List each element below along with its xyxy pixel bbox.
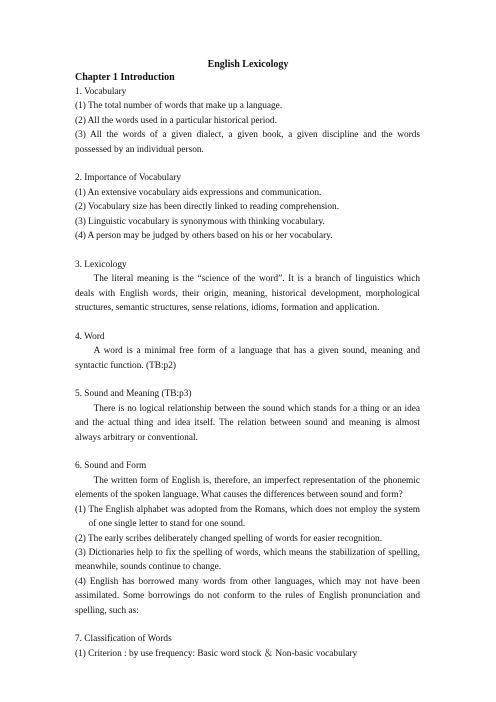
section-heading: 1. Vocabulary <box>75 87 127 97</box>
list-item: (1) The total number of words that make up a language. <box>75 101 283 112</box>
section-heading: 3. Lexicology <box>75 259 127 270</box>
section-sound-and-form <box>75 459 420 617</box>
section-lexicology <box>75 258 420 316</box>
section-classification-of-words <box>75 632 420 661</box>
list-item: (2) Vocabulary size has been directly linked to reading comprehension. <box>75 202 340 213</box>
document-title: English Lexicology <box>207 59 289 70</box>
section-vocabulary <box>75 85 420 157</box>
section-paragraph: A word is a minimal free form of a language that has a given sound, meaning and syntactic function. (TB:p2) <box>75 346 420 371</box>
section-paragraph: There is no logical relationship between the sound which stands for a thing or an idea and the actual thing and idea itself. The relation between sound and meaning is almost always arbitrary or conventional. <box>75 403 420 443</box>
section-importance-of-vocabulary <box>75 171 420 243</box>
section-sound-and-meaning <box>75 387 420 445</box>
list-item: (1) Criterion : by use frequency: Basic word stock ＆ Non-basic vocabulary <box>75 648 358 659</box>
chapter-heading: Chapter 1 Introduction <box>75 72 175 83</box>
document-body <box>75 85 420 661</box>
list-item: (3) Dictionaries help to fix the spelling of words, which means the stabilization of spelling, meanwhile, sounds continue to change. <box>75 547 420 573</box>
section-heading: 4. Word <box>75 331 105 342</box>
list-item: (3) Linguistic vocabulary is synonymous with thinking vocabulary. <box>75 216 325 227</box>
list-item: (3) All the words of a given dialect, a given book, a given discipline and the words possessed by an individual person. <box>75 130 420 155</box>
section-heading: 5. Sound and Meaning (TB:p3) <box>75 389 192 400</box>
section-heading: 6. Sound and Form <box>75 461 147 472</box>
list-item: (1) An extensive vocabulary aids expressions and communication. <box>75 187 322 198</box>
section-paragraph: The literal meaning is the “science of the word”. It is a branch of linguistics which deals with English words, their origin, meaning, historical development, morphological structures, semantic structures, sense relations, idioms, formation and application. <box>75 274 420 314</box>
list-item: (4) A person may be judged by others based on his or her vocabulary. <box>75 231 333 242</box>
section-paragraph: The written form of English is, therefore, an imperfect representation of the phonemic elements of the spoken language. What causes the differences between sound and form? <box>75 475 420 501</box>
section-heading: 2. Importance of Vocabulary <box>75 173 182 184</box>
list-item: (2) All the words used in a particular historical period. <box>75 115 277 126</box>
list-item: (2) The early scribes deliberately changed spelling of words for easier recognition. <box>75 533 383 544</box>
section-heading: 7. Classification of Words <box>75 634 172 645</box>
list-item: (1) The English alphabet was adopted from the Romans, which does not employ the system of one single letter to stand for one sound. <box>75 504 420 530</box>
section-word <box>75 330 420 373</box>
list-item: (4) English has borrowed many words from other languages, which may not have been assimilated. Some borrowings do not conform to the rules of English pronunciation and spelling, such as: <box>75 576 420 616</box>
